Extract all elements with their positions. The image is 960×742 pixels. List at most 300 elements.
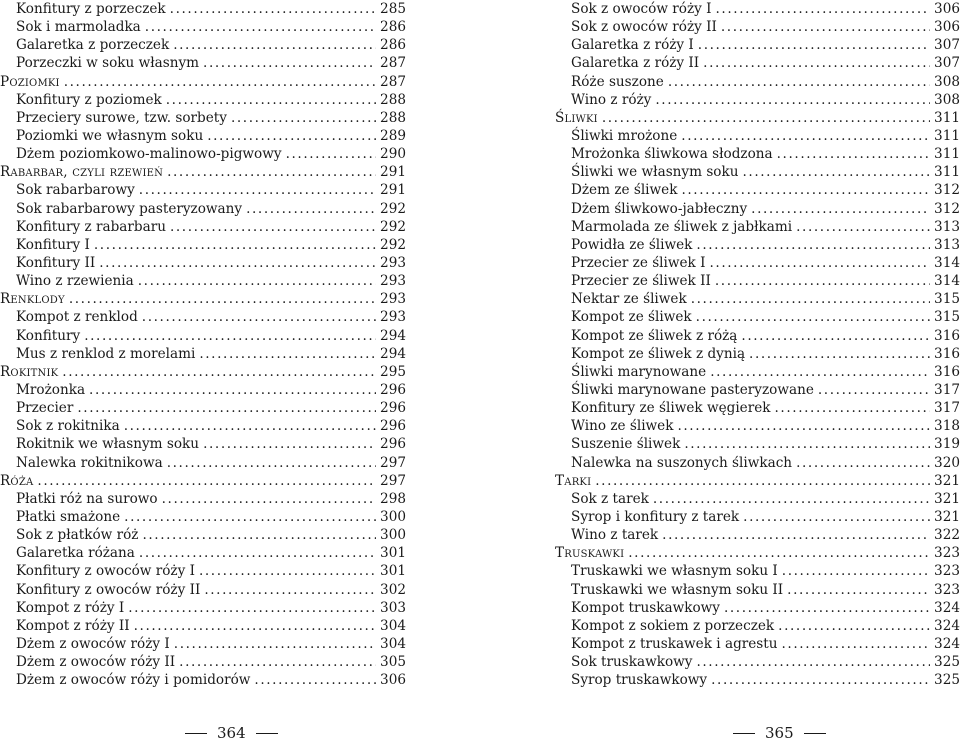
toc-page-number: 286 <box>380 19 406 36</box>
toc-entry <box>0 200 406 218</box>
toc-entry <box>0 272 406 290</box>
toc-entry <box>555 145 960 163</box>
toc-page-number: 301 <box>380 545 406 562</box>
dot-leader <box>207 127 376 145</box>
toc-page-number: 321 <box>934 490 960 507</box>
toc-entry-title: Śliwki <box>555 109 598 126</box>
dot-leader <box>162 490 376 508</box>
toc-page-number: 293 <box>380 273 406 290</box>
dot-leader <box>741 327 930 345</box>
toc-entry-title: Wino z róży <box>571 91 652 108</box>
toc-page-number: 306 <box>934 1 960 17</box>
dot-leader <box>778 617 930 635</box>
dot-leader <box>99 254 376 272</box>
toc-entry-title: Suszenie śliwek <box>571 436 681 453</box>
toc-entry-title: Rokitnik we własnym soku <box>16 436 200 453</box>
toc-page-number: 311 <box>934 127 960 144</box>
dot-leader <box>602 109 930 127</box>
dot-leader <box>684 435 930 453</box>
toc-page-number: 312 <box>934 182 960 199</box>
toc-entry-title: Konfitury z rabarbaru <box>16 218 166 235</box>
toc-entry-title: Mus z renklod z morelami <box>16 345 196 362</box>
toc-page-number: 291 <box>380 164 406 181</box>
dot-leader <box>203 54 376 72</box>
toc-page-number: 293 <box>380 254 406 271</box>
dot-leader <box>691 290 930 308</box>
toc-page-number: 323 <box>934 563 960 580</box>
toc-entry <box>0 218 406 236</box>
dot-leader <box>777 145 930 163</box>
dot-leader <box>204 581 376 599</box>
toc-entry-title: Rabarbar, czyli rzewień <box>0 164 164 181</box>
toc-page-number: 295 <box>380 363 406 380</box>
toc-entry-title: Tarki <box>555 472 592 489</box>
footer-dash <box>733 733 755 734</box>
dot-leader <box>179 653 376 671</box>
dot-leader <box>677 417 930 435</box>
toc-entry-title: Przecier ze śliwek II <box>571 273 711 290</box>
toc-entry <box>555 73 960 91</box>
toc-entry-title: Kompot z renklod <box>16 309 138 326</box>
dot-leader <box>653 490 930 508</box>
toc-entry-title: Nalewka rokitnikowa <box>16 454 163 471</box>
toc-page-number: 325 <box>934 654 960 671</box>
toc-page-number: 306 <box>934 19 960 36</box>
dot-leader <box>662 526 930 544</box>
toc-entry <box>555 345 960 363</box>
dot-leader <box>170 218 376 236</box>
dot-leader <box>681 181 930 199</box>
toc-entry-title: Kompot z truskawek i agrestu <box>571 635 778 652</box>
dot-leader <box>709 254 930 272</box>
toc-entry-title: Nalewka na suszonych śliwkach <box>571 454 793 471</box>
toc-entry <box>555 562 960 580</box>
toc-page-number: 300 <box>380 527 406 544</box>
toc-entry-title: Śliwki we własnym soku <box>571 164 739 181</box>
toc-page-number: 307 <box>934 55 960 72</box>
toc-page-number: 324 <box>934 599 960 616</box>
toc-page-number: 297 <box>380 454 406 471</box>
toc-entry <box>555 236 960 254</box>
toc-entry-title: Sok truskawkowy <box>571 654 693 671</box>
dot-leader <box>703 54 930 72</box>
toc-page-number: 298 <box>380 490 406 507</box>
page-number-text: 364 <box>217 724 246 742</box>
toc-entry-title: Płatki smażone <box>16 508 121 525</box>
toc-entry-title: Poziomki <box>0 73 60 90</box>
toc-entry-title: Porzeczki w soku własnym <box>16 55 200 72</box>
dot-leader <box>84 327 376 345</box>
toc-entry-title: Dżem z owoców róży II <box>16 654 176 671</box>
toc-page-number: 320 <box>934 454 960 471</box>
dot-leader <box>796 218 930 236</box>
toc-entry <box>555 36 960 54</box>
dot-leader <box>167 454 376 472</box>
dot-leader <box>775 399 930 417</box>
toc-section-heading <box>0 472 406 490</box>
toc-page-number: 297 <box>380 472 406 489</box>
toc-page-number: 314 <box>934 254 960 271</box>
dot-leader <box>139 181 376 199</box>
page-number-text: 365 <box>765 724 794 742</box>
toc-entry <box>0 599 406 617</box>
toc-entry <box>555 254 960 272</box>
toc-page-number: 324 <box>934 635 960 652</box>
dot-leader <box>710 363 930 381</box>
toc-page-number: 317 <box>934 400 960 417</box>
dot-leader <box>77 399 376 417</box>
toc-entry <box>0 109 406 127</box>
toc-page-number: 313 <box>934 236 960 253</box>
toc-entry-title: Kompot ze śliwek z różą <box>571 327 738 344</box>
toc-right-column <box>555 0 960 689</box>
toc-page-number: 325 <box>934 672 960 689</box>
toc-entry <box>555 290 960 308</box>
dot-leader <box>696 236 930 254</box>
toc-page-number: 294 <box>380 327 406 344</box>
toc-entry-title: Galaretka z porzeczek <box>16 37 170 54</box>
toc-entry-title: Galaretka różana <box>16 545 135 562</box>
dot-leader <box>698 36 930 54</box>
toc-entry <box>0 254 406 272</box>
toc-page-number: 311 <box>934 164 960 181</box>
toc-entry <box>555 671 960 689</box>
dot-leader <box>696 308 930 326</box>
dot-leader <box>628 544 930 562</box>
dot-leader <box>173 36 376 54</box>
toc-entry-title: Truskawki we własnym soku II <box>571 581 784 598</box>
toc-entry <box>555 653 960 671</box>
toc-entry <box>555 599 960 617</box>
dot-leader <box>721 18 930 36</box>
toc-page-number: 311 <box>934 146 960 163</box>
toc-entry-title: Powidła ze śliwek <box>571 236 693 253</box>
toc-page-number: 296 <box>380 436 406 453</box>
toc-entry-title: Płatki róż na surowo <box>16 490 158 507</box>
dot-leader <box>134 617 376 635</box>
toc-page-number: 285 <box>380 1 406 17</box>
toc-page-number: 296 <box>380 400 406 417</box>
toc-entry-title: Konfitury ze śliwek węgierek <box>571 400 771 417</box>
toc-page-number: 323 <box>934 545 960 562</box>
toc-entry-title: Sok i marmoladka <box>16 19 141 36</box>
toc-page-number: 290 <box>380 146 406 163</box>
dot-leader <box>818 381 930 399</box>
toc-page-number: 322 <box>934 527 960 544</box>
toc-page-number: 312 <box>934 200 960 217</box>
toc-entry <box>555 381 960 399</box>
toc-entry-title: Wino z tarek <box>571 527 659 544</box>
toc-page-number: 321 <box>934 508 960 525</box>
toc-entry <box>555 617 960 635</box>
toc-entry-title: Marmolada ze śliwek z jabłkami <box>571 218 793 235</box>
toc-entry-title: Przecier <box>16 400 74 417</box>
toc-entry-title: Konfitury I <box>16 236 90 253</box>
toc-page-number: 300 <box>380 508 406 525</box>
dot-leader <box>170 0 376 18</box>
toc-page-number: 319 <box>934 436 960 453</box>
toc-entry-title: Sok rabarbarowy pasteryzowany <box>16 200 243 217</box>
toc-entry-title: Sok rabarbarowy <box>16 182 135 199</box>
toc-section-heading <box>0 163 406 181</box>
dot-leader <box>64 73 376 91</box>
toc-entry-title: Sok z tarek <box>571 490 649 507</box>
dot-leader <box>142 308 376 326</box>
toc-entry <box>555 399 960 417</box>
toc-page-number: 294 <box>380 345 406 362</box>
dot-leader <box>696 653 930 671</box>
toc-page-number: 287 <box>380 55 406 72</box>
toc-entry <box>555 272 960 290</box>
dot-leader <box>203 435 376 453</box>
toc-page-number: 289 <box>380 127 406 144</box>
toc-section-heading <box>0 290 406 308</box>
toc-entry <box>0 36 406 54</box>
toc-entry-title: Sok z płatków róż <box>16 527 139 544</box>
toc-page-number: 317 <box>934 381 960 398</box>
toc-entry-title: Dżem z owoców róży i pomidorów <box>16 672 251 689</box>
toc-page-number: 316 <box>934 345 960 362</box>
toc-page-number: 324 <box>934 617 960 634</box>
dot-leader <box>749 345 930 363</box>
dot-leader <box>199 562 376 580</box>
dot-leader <box>715 272 930 290</box>
toc-page-number: 323 <box>934 581 960 598</box>
toc-entry <box>0 417 406 435</box>
toc-entry-title: Śliwki mrożone <box>571 127 678 144</box>
toc-entry <box>555 327 960 345</box>
toc-entry-title: Sok z rokitnika <box>16 418 120 435</box>
toc-entry-title: Mrożonka <box>16 381 86 398</box>
toc-page-number: 316 <box>934 363 960 380</box>
toc-entry <box>0 91 406 109</box>
page-number-right <box>723 724 836 742</box>
toc-page-number: 292 <box>380 236 406 253</box>
toc-page-number: 314 <box>934 273 960 290</box>
toc-entry <box>0 145 406 163</box>
toc-page-number: 296 <box>380 381 406 398</box>
toc-entry-title: Renklody <box>0 291 65 308</box>
toc-entry-title: Dżem śliwkowo-jabłeczny <box>571 200 748 217</box>
toc-entry <box>0 617 406 635</box>
toc-section-heading <box>0 363 406 381</box>
toc-entry-title: Nektar ze śliwek <box>571 291 687 308</box>
toc-page-number: 307 <box>934 37 960 54</box>
dot-leader <box>124 508 376 526</box>
toc-entry <box>0 327 406 345</box>
dot-leader <box>37 472 376 490</box>
toc-page-number: 315 <box>934 309 960 326</box>
toc-entry <box>555 18 960 36</box>
toc-entry <box>555 163 960 181</box>
toc-page-number: 292 <box>380 200 406 217</box>
toc-section-heading <box>0 73 406 91</box>
toc-entry-title: Truskawki we własnym soku I <box>571 563 778 580</box>
dot-leader <box>89 381 376 399</box>
toc-entry-title: Galaretka z róży II <box>571 55 700 72</box>
dot-leader <box>138 272 376 290</box>
toc-entry-title: Konfitury z owoców róży II <box>16 581 201 598</box>
footer-dash <box>256 733 278 734</box>
dot-leader <box>94 236 376 254</box>
toc-section-heading <box>555 472 960 490</box>
dot-leader <box>668 73 930 91</box>
toc-entry-title: Konfitury z poziomek <box>16 91 162 108</box>
toc-entry <box>0 508 406 526</box>
toc-entry-title: Śliwki marynowane pasteryzowane <box>571 381 814 398</box>
toc-entry-title: Kompot ze śliwek <box>571 309 692 326</box>
toc-entry-title: Syrop truskawkowy <box>571 672 708 689</box>
toc-page-number: 302 <box>380 581 406 598</box>
toc-entry-title: Dżem ze śliwek <box>571 182 678 199</box>
toc-entry <box>0 526 406 544</box>
toc-page-number: 293 <box>380 291 406 308</box>
toc-page-number: 291 <box>380 182 406 199</box>
toc-entry <box>0 54 406 72</box>
dot-leader <box>782 562 930 580</box>
toc-entry-title: Konfitury z porzeczek <box>16 1 166 17</box>
toc-entry <box>555 508 960 526</box>
toc-entry <box>555 526 960 544</box>
dot-leader <box>69 290 376 308</box>
toc-entry <box>0 581 406 599</box>
dot-leader <box>286 145 376 163</box>
toc-entry <box>555 218 960 236</box>
toc-entry <box>0 653 406 671</box>
toc-entry <box>555 635 960 653</box>
toc-entry-title: Konfitury II <box>16 254 96 271</box>
toc-entry <box>0 544 406 562</box>
toc-left-column <box>0 0 406 689</box>
toc-entry-title: Rokitnik <box>0 363 59 380</box>
toc-page-number: 306 <box>380 672 406 689</box>
footer-dash <box>804 733 826 734</box>
toc-entry-title: Wino z rzewienia <box>16 273 134 290</box>
toc-entry-title: Mrożonka śliwkowa słodzona <box>571 146 773 163</box>
toc-entry-title: Kompot z sokiem z porzeczek <box>571 617 775 634</box>
dot-leader <box>174 635 376 653</box>
toc-page-number: 305 <box>380 654 406 671</box>
toc-entry <box>555 127 960 145</box>
toc-entry <box>0 236 406 254</box>
dot-leader <box>724 599 930 617</box>
dot-leader <box>199 345 376 363</box>
toc-entry <box>0 18 406 36</box>
toc-entry-title: Dżem poziomkowo-malinowo-pigwowy <box>16 146 282 163</box>
toc-entry <box>555 0 960 18</box>
toc-entry <box>0 454 406 472</box>
dot-leader <box>742 163 930 181</box>
toc-page-number: 292 <box>380 218 406 235</box>
toc-entry <box>0 435 406 453</box>
toc-entry-title: Konfitury <box>16 327 81 344</box>
toc-entry <box>555 435 960 453</box>
toc-entry <box>0 127 406 145</box>
toc-entry <box>555 181 960 199</box>
toc-page-number: 293 <box>380 309 406 326</box>
toc-entry <box>555 454 960 472</box>
dot-leader <box>231 109 376 127</box>
toc-entry-title: Wino ze śliwek <box>571 418 674 435</box>
toc-page-number: 311 <box>934 109 960 126</box>
dot-leader <box>743 508 930 526</box>
toc-entry <box>555 417 960 435</box>
toc-entry-title: Galaretka z róży I <box>571 37 694 54</box>
page-number-left <box>175 724 288 742</box>
toc-page-number: 308 <box>934 91 960 108</box>
dot-leader <box>246 200 376 218</box>
toc-entry-title: Konfitury z owoców róży I <box>16 563 195 580</box>
toc-entry <box>0 181 406 199</box>
toc-page-number: 288 <box>380 109 406 126</box>
toc-entry <box>555 200 960 218</box>
toc-entry <box>555 54 960 72</box>
dot-leader <box>124 417 376 435</box>
toc-page-number: 303 <box>380 599 406 616</box>
toc-entry <box>0 345 406 363</box>
toc-entry-title: Kompot z róży I <box>16 599 125 616</box>
toc-entry-title: Róże suszone <box>571 73 664 90</box>
dot-leader <box>782 635 930 653</box>
toc-entry <box>0 671 406 689</box>
toc-page-number: 288 <box>380 91 406 108</box>
toc-entry-title: Przeciery surowe, tzw. sorbety <box>16 109 227 126</box>
dot-leader <box>787 581 930 599</box>
toc-entry-title: Poziomki we własnym soku <box>16 127 204 144</box>
toc-page-number: 301 <box>380 563 406 580</box>
toc-entry <box>555 91 960 109</box>
toc-page-number: 308 <box>934 73 960 90</box>
dot-leader <box>167 163 376 181</box>
toc-entry <box>0 0 406 18</box>
dot-leader <box>595 472 930 490</box>
toc-entry <box>0 562 406 580</box>
toc-entry-title: Kompot z róży II <box>16 617 130 634</box>
dot-leader <box>166 91 376 109</box>
toc-section-heading <box>555 109 960 127</box>
dot-leader <box>751 200 930 218</box>
toc-entry <box>555 363 960 381</box>
toc-page-number: 315 <box>934 291 960 308</box>
dot-leader <box>655 91 930 109</box>
dot-leader <box>142 526 376 544</box>
toc-page-number: 321 <box>934 472 960 489</box>
toc-entry <box>0 399 406 417</box>
dot-leader <box>716 0 930 18</box>
toc-page-number: 296 <box>380 418 406 435</box>
toc-page-number: 313 <box>934 218 960 235</box>
toc-entry-title: Kompot truskawkowy <box>571 599 720 616</box>
dot-leader <box>254 671 376 689</box>
footer-dash <box>185 733 207 734</box>
toc-page-number: 316 <box>934 327 960 344</box>
toc-page-number: 286 <box>380 37 406 54</box>
dot-leader <box>145 18 376 36</box>
toc-page-number: 304 <box>380 635 406 652</box>
toc-entry-title: Sok z owoców róży I <box>571 1 712 17</box>
toc-page-number: 287 <box>380 73 406 90</box>
toc-entry-title: Róża <box>0 472 34 489</box>
dot-leader <box>711 671 930 689</box>
toc-entry <box>555 581 960 599</box>
toc-entry <box>0 381 406 399</box>
toc-entry <box>0 635 406 653</box>
dot-leader <box>62 363 376 381</box>
toc-section-heading <box>555 544 960 562</box>
toc-entry-title: Śliwki marynowane <box>571 363 707 380</box>
dot-leader <box>681 127 930 145</box>
toc-entry-title: Sok z owoców róży II <box>571 19 717 36</box>
